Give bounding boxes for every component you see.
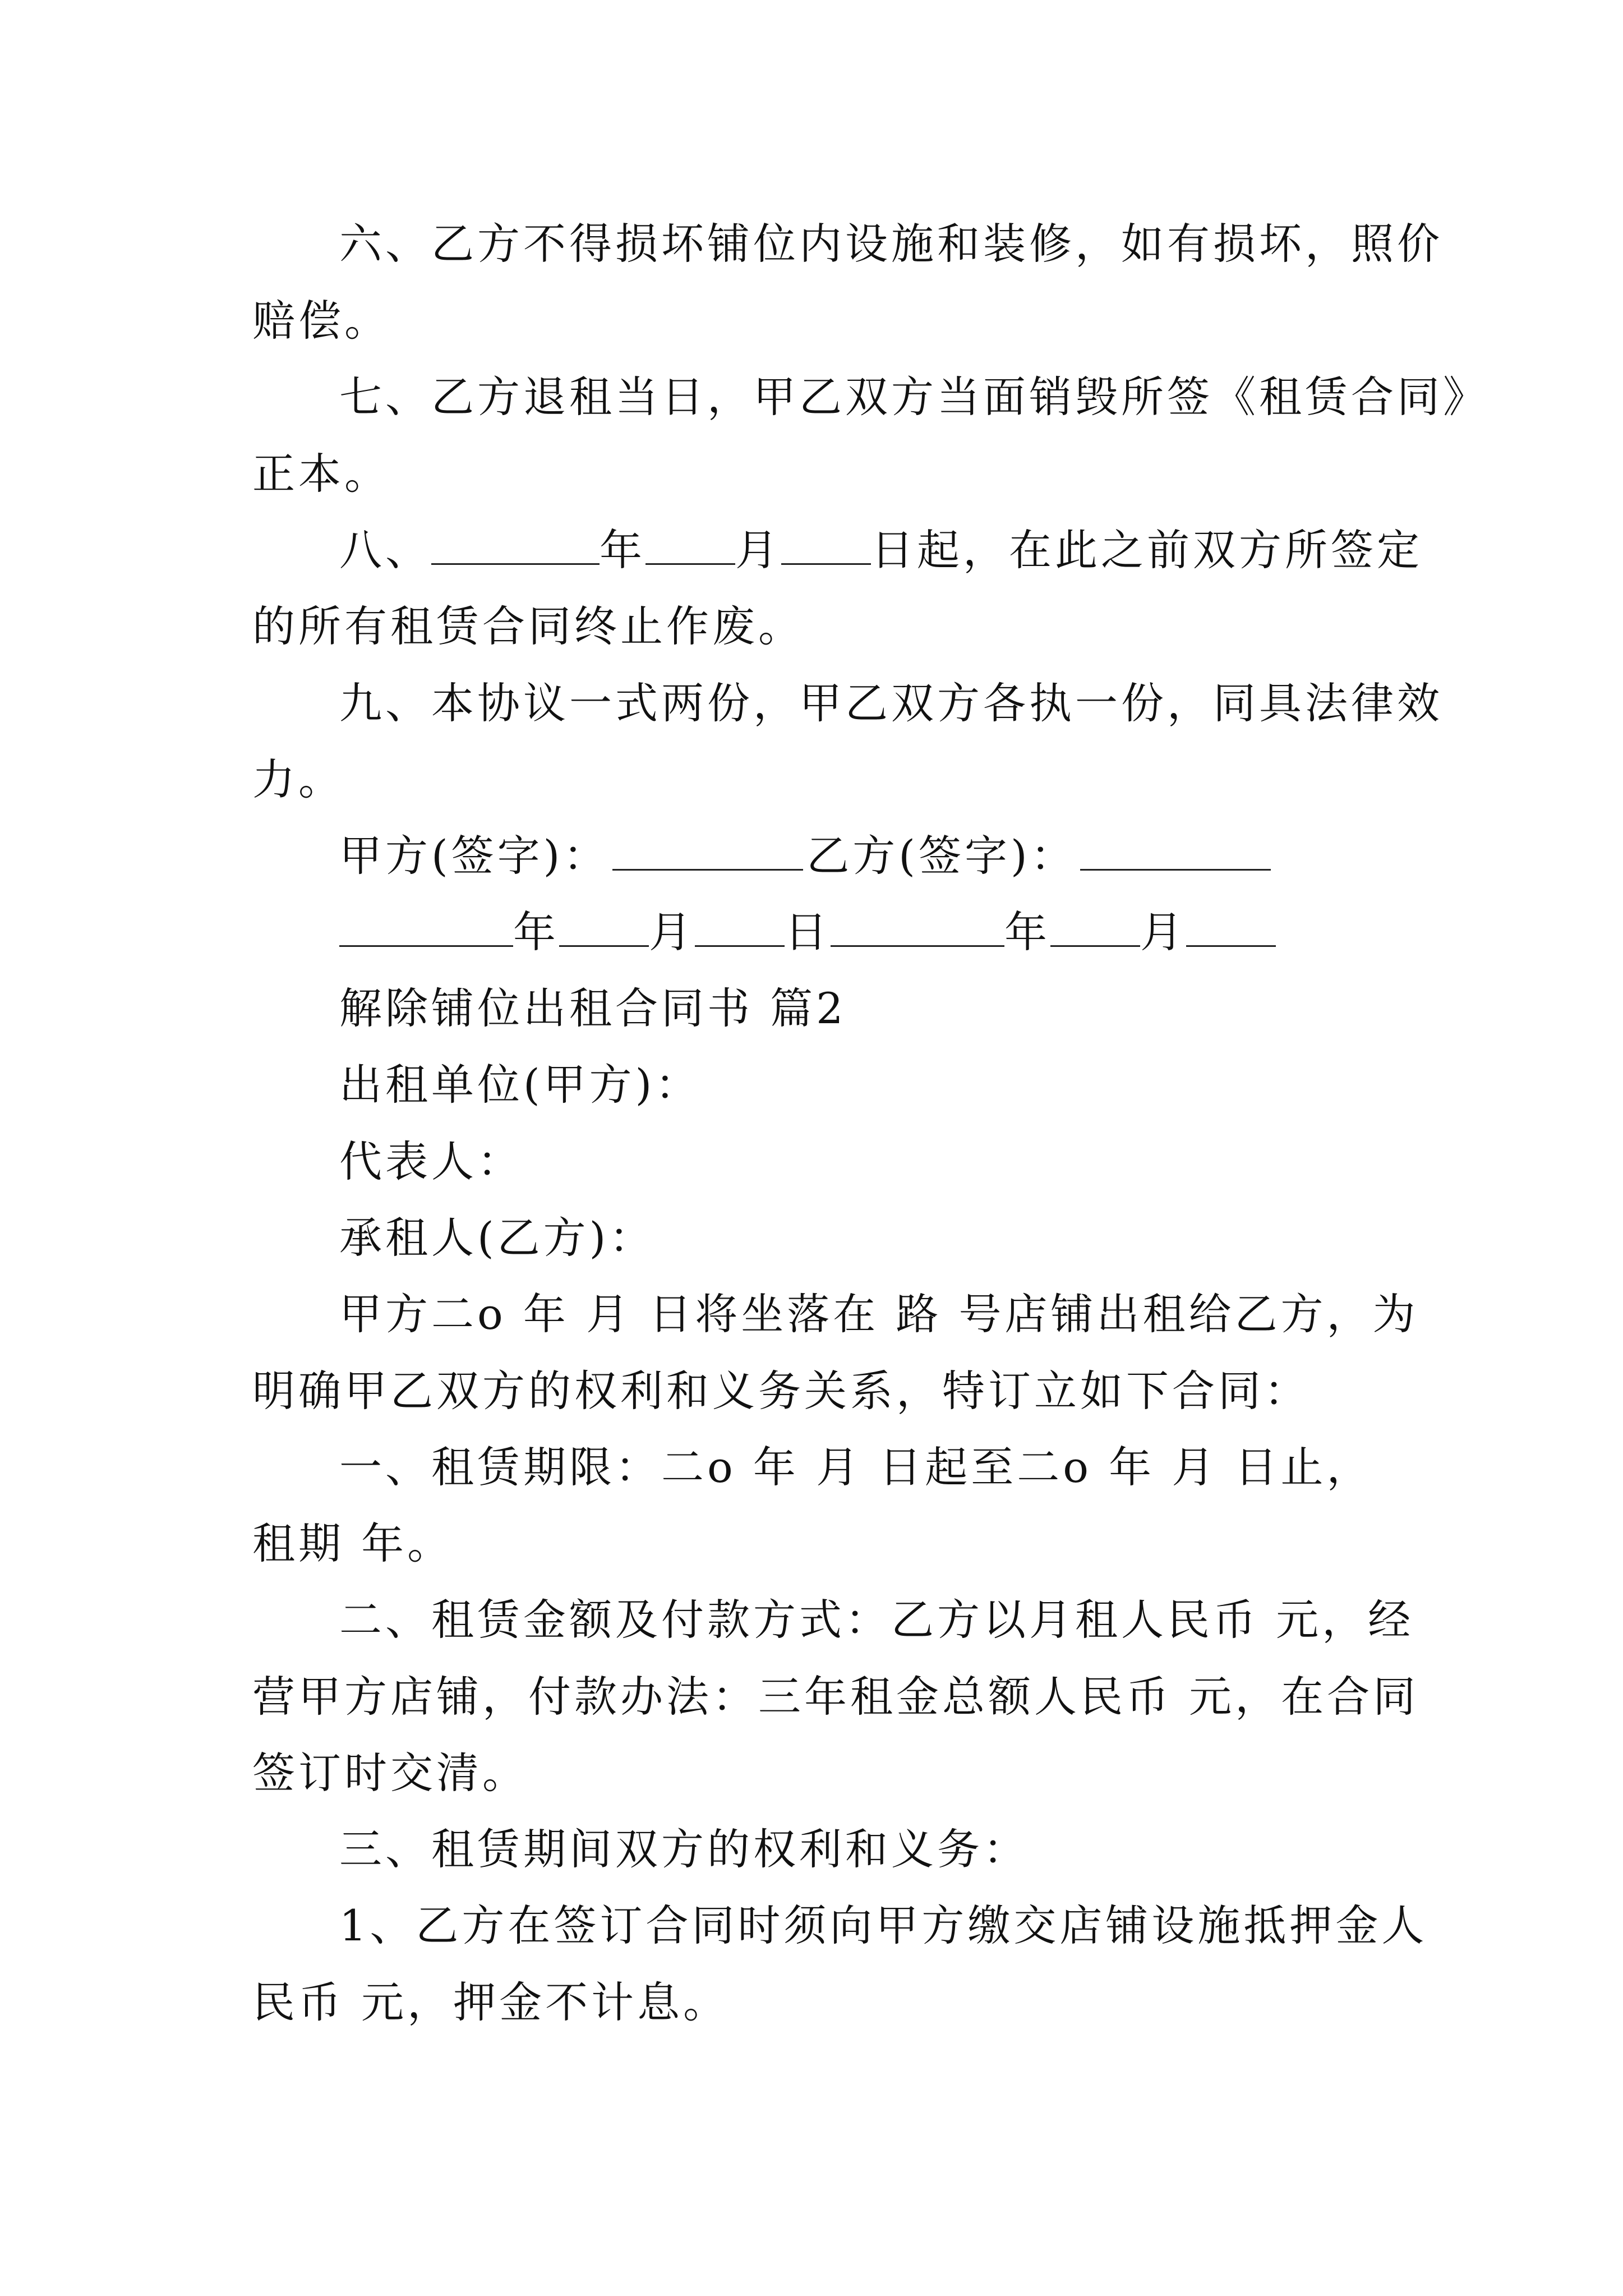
signature-date-line — [339, 904, 1394, 960]
party-b-year-blank — [831, 906, 1004, 947]
clause-6-line-1: 六、乙方不得损坏铺位内设施和装修，如有损坏，照价 — [339, 219, 1443, 269]
year-blank — [431, 524, 600, 565]
party-a-day-blank — [695, 906, 785, 947]
section-title: 解除铺位出租合同书 篇2 — [339, 983, 847, 1033]
party-a-day-label: 日 — [785, 907, 831, 957]
party-a-signature-label: 甲方(签字)： — [339, 831, 610, 881]
clause-8-line-1 — [339, 522, 1423, 578]
month-blank — [645, 524, 735, 565]
party-b-year-label: 年 — [1004, 907, 1050, 957]
intro-line-2: 明确甲乙双方的权利和义务关系，特订立如下合同： — [252, 1366, 1310, 1416]
party-b-month-label: 月 — [1140, 907, 1186, 957]
term-line-2: 租期 年。 — [252, 1519, 454, 1568]
party-a-signature-blank — [612, 830, 803, 871]
party-a-month-label: 月 — [649, 907, 695, 957]
year-label: 年 — [600, 525, 645, 575]
day-blank — [781, 524, 871, 565]
representative-field: 代表人： — [339, 1137, 523, 1186]
clause-9-line-2: 力。 — [252, 754, 344, 804]
party-b-month-blank — [1050, 906, 1140, 947]
month-label: 月 — [735, 525, 781, 575]
party-a-month-blank — [559, 906, 649, 947]
clause-8-line-2: 的所有租赁合同终止作废。 — [252, 601, 804, 651]
party-b-day-blank — [1186, 906, 1276, 947]
payment-line-2: 营甲方店铺，付款办法：三年租金总额人民币 元，在合同 — [252, 1672, 1419, 1722]
payment-line-3: 签订时交清。 — [252, 1748, 528, 1798]
payment-line-1: 二、租赁金额及付款方式：乙方以月租人民币 元，经 — [339, 1595, 1414, 1645]
clause-6-line-2: 赔偿。 — [252, 296, 390, 346]
clause-7-line-2: 正本。 — [252, 449, 390, 499]
intro-line-1: 甲方二o 年 月 日将坐落在 路 号店铺出租给乙方，为 — [339, 1289, 1419, 1339]
clause-8-suffix: 日起，在此之前双方所签定 — [871, 525, 1423, 575]
party-a-year-label: 年 — [513, 907, 559, 957]
clause-8-prefix: 八、 — [339, 525, 431, 575]
signature-line — [339, 828, 1394, 884]
party-a-year-blank — [339, 906, 513, 947]
party-b-signature-label: 乙方(签字)： — [806, 831, 1077, 881]
clause-7-line-1: 七、乙方退租当日，甲乙双方当面销毁所签《租赁合同》 — [339, 372, 1489, 422]
deposit-line-2: 民币 元，押金不计息。 — [252, 1977, 730, 2027]
deposit-line-1: 1、乙方在签订合同时须向甲方缴交店铺设施抵押金人 — [339, 1901, 1428, 1950]
party-b-signature-blank — [1080, 830, 1271, 871]
clause-9-line-1: 九、本协议一式两份，甲乙双方各执一份，同具法律效 — [339, 678, 1443, 728]
term-line-1: 一、租赁期限：二o 年 月 日起至二o 年 月 日止， — [339, 1442, 1373, 1492]
lessor-field: 出租单位(甲方)： — [339, 1060, 702, 1110]
lessee-field: 承租人(乙方)： — [339, 1213, 656, 1263]
rights-heading: 三、租赁期间双方的权利和义务： — [339, 1824, 1029, 1874]
